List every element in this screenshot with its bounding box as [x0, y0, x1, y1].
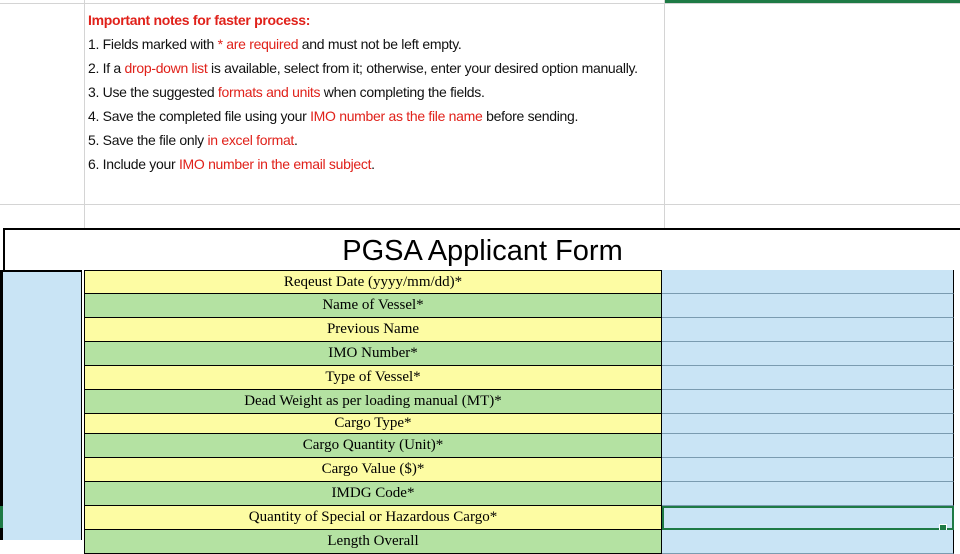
field-label: Previous Name [84, 318, 662, 342]
field-label: Name of Vessel* [84, 294, 662, 318]
field-row-hazardous-quantity [84, 506, 960, 530]
field-label: Cargo Type* [84, 414, 662, 434]
field-value-cell[interactable] [662, 458, 954, 482]
field-row-request-date [84, 270, 960, 294]
field-row-previous-name [84, 318, 960, 342]
field-label: Type of Vessel* [84, 366, 662, 390]
field-value-cell[interactable] [662, 270, 954, 294]
field-row-length-overall [84, 530, 960, 554]
field-value-cell[interactable] [662, 390, 954, 414]
grid-line [664, 0, 665, 228]
field-row-dead-weight [84, 390, 960, 414]
form-title: PGSA Applicant Form [3, 228, 960, 270]
field-label: Dead Weight as per loading manual (MT)* [84, 390, 662, 414]
field-value-cell[interactable] [662, 482, 954, 506]
field-label: Cargo Quantity (Unit)* [84, 434, 662, 458]
field-row-vessel-type [84, 366, 960, 390]
notes-title: Important notes for faster process: [88, 12, 311, 28]
field-label: Reqeust Date (yyyy/mm/dd)* [84, 270, 662, 294]
field-row-imo-number [84, 342, 960, 366]
field-row-cargo-value [84, 458, 960, 482]
field-row-imdg-code [84, 482, 960, 506]
grid-line [0, 204, 960, 205]
note-line-1: 1. Fields marked with * are required and must not be left empty. [88, 36, 462, 52]
field-value-cell[interactable] [662, 342, 954, 366]
grid-line [0, 270, 82, 272]
field-value-cell[interactable] [662, 434, 954, 458]
note-line-2: 2. If a drop-down list is available, select from it; otherwise, enter your desired option manually. [88, 60, 638, 76]
note-line-4: 4. Save the completed file using your IMO number as the file name before sending. [88, 108, 579, 124]
field-label: IMO Number* [84, 342, 662, 366]
field-label: Quantity of Special or Hazardous Cargo* [84, 506, 662, 530]
note-line-5: 5. Save the file only in excel format. [88, 132, 298, 148]
field-value-cell[interactable] [662, 414, 954, 434]
field-value-cell[interactable] [662, 530, 954, 554]
selected-cell-border [665, 0, 960, 3]
field-label: Length Overall [84, 530, 662, 554]
notes-cell[interactable] [88, 8, 662, 204]
field-label: Cargo Value ($)* [84, 458, 662, 482]
field-value-cell[interactable] [662, 294, 954, 318]
field-value-cell[interactable] [662, 318, 954, 342]
field-value-cell-selected[interactable] [662, 506, 954, 530]
field-label: IMDG Code* [84, 482, 662, 506]
grid-line [84, 0, 85, 228]
form-fields [84, 270, 960, 554]
grid-line [0, 3, 960, 4]
field-row-cargo-quantity [84, 434, 960, 458]
field-row-vessel-name [84, 294, 960, 318]
note-line-3: 3. Use the suggested formats and units when completing the fields. [88, 84, 485, 100]
selected-cell-border [0, 506, 3, 528]
field-row-cargo-type [84, 414, 960, 434]
left-margin-column[interactable] [0, 270, 82, 540]
field-value-cell[interactable] [662, 366, 954, 390]
note-line-6: 6. Include your IMO number in the email subject. [88, 156, 375, 172]
